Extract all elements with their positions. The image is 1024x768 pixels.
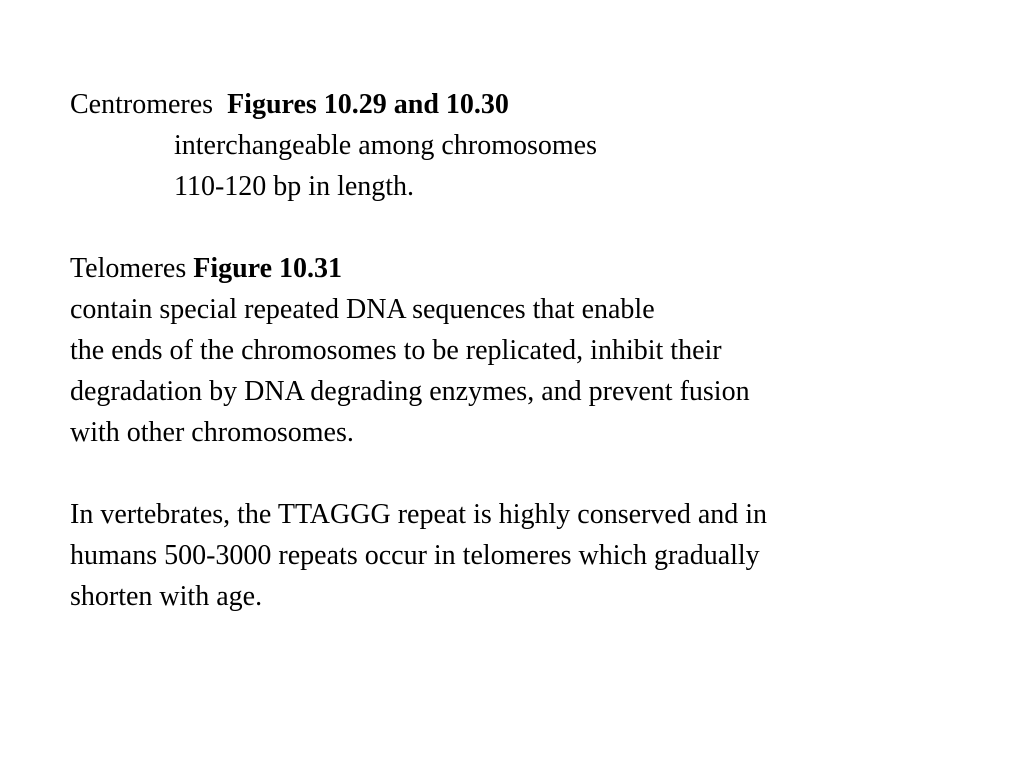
paragraph-spacer <box>70 453 990 494</box>
vertebrates-text-line: In vertebrates, the TTAGGG repeat is highly conserved and in <box>70 499 768 530</box>
telomeres-text-line: the ends of the chromosomes to be replicated, inhibit their <box>70 335 722 366</box>
vertebrates-text-line: humans 500-3000 repeats occur in telomeres which gradually <box>70 540 760 571</box>
telomeres-text-line: with other chromosomes. <box>70 417 354 448</box>
centromeres-point: interchangeable among chromosomes <box>174 130 597 161</box>
slide-content <box>70 84 990 617</box>
centromeres-point: 110-120 bp in length. <box>174 171 415 202</box>
centromeres-heading: Centromeres <box>70 89 214 120</box>
centromeres-figure-ref: Figures 10.29 and 10.30 <box>227 89 509 120</box>
vertebrates-text-line: shorten with age. <box>70 581 263 612</box>
telomeres-text-line: contain special repeated DNA sequences that enable <box>70 294 655 325</box>
paragraph-spacer <box>70 207 990 248</box>
telomeres-heading-line <box>70 248 990 289</box>
centromeres-heading-line <box>70 84 990 125</box>
telomeres-figure-ref: Figure 10.31 <box>193 253 343 284</box>
telomeres-heading: Telomeres <box>70 253 187 284</box>
telomeres-text-line: degradation by DNA degrading enzymes, and prevent fusion <box>70 376 750 407</box>
